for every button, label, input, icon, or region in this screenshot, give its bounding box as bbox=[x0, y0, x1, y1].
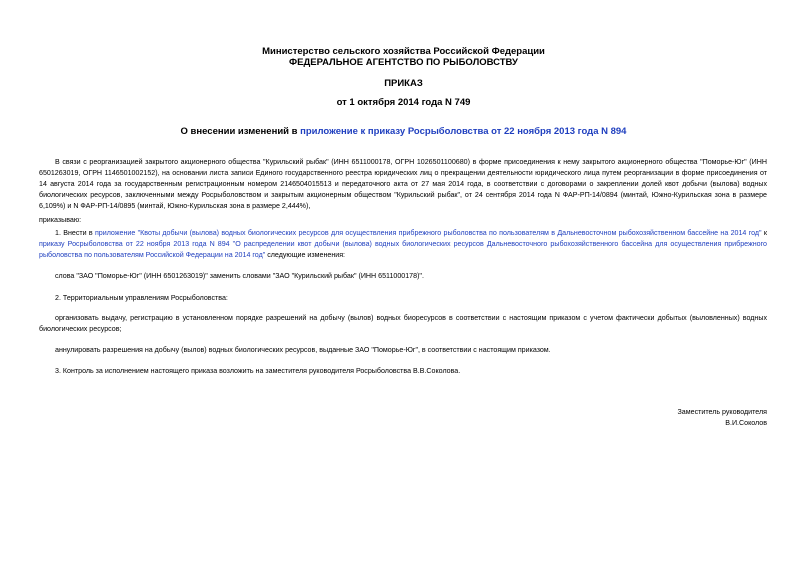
order-word: приказываю: bbox=[39, 216, 82, 224]
signature-name: В.И.Соколов bbox=[725, 419, 767, 427]
item-2-cancel: аннулировать разрешения на добычу (вылов) водных биологических ресурсов, выданные ЗАО "Поморье-Юг", в соответствии с настоящим приказом. bbox=[55, 346, 551, 354]
title-amended-order-link[interactable]: приложение к приказу Росрыболовства от 22 ноября 2013 года N 894 bbox=[300, 126, 627, 137]
order-894-link[interactable]: приказу Росрыболовства от 22 ноября 2013 года N 894 "О распределении квот добычи (вылова) водных биологических ресурсов Дальневосточного рыбохозяйственного бассейна для осуществления прибрежного рыболовства по пользователям Российской Федерации на 2014 год" bbox=[39, 240, 767, 259]
item-2-organize: организовать выдачу, регистрацию в установленном порядке разрешений на добычу (вылов) водных биоресурсов в соответствии с настоящим приказом с учетом фактически добытых (выловленных) водных биологических ресурсов; bbox=[39, 314, 767, 333]
item-2-paragraph: 2. Территориальным управлениям Росрыболовства: bbox=[55, 294, 228, 302]
document-date-number: от 1 октября 2014 года N 749 bbox=[336, 97, 471, 108]
agency-name: ФЕДЕРАЛЬНОЕ АГЕНТСТВО ПО РЫБОЛОВСТВУ bbox=[289, 57, 518, 68]
document-title bbox=[0, 126, 807, 138]
item-1-suffix: следующие изменения: bbox=[265, 251, 346, 259]
document-type: ПРИКАЗ bbox=[384, 78, 423, 89]
item-3-paragraph: 3. Контроль за исполнением настоящего приказа возложить на заместителя руководителя Росрыболовства В.В.Соколова. bbox=[55, 367, 461, 375]
item-1-mid: к bbox=[761, 229, 767, 237]
quota-appendix-link[interactable]: приложение "Квоты добычи (вылова) водных биологических ресурсов для осуществления прибрежного рыболовства по пользователям в Дальневосточном рыбохозяйственном бассейне на 2014 год" bbox=[94, 229, 762, 237]
item-1-prefix: 1. Внести в bbox=[55, 229, 95, 237]
document-title-prefix: О внесении изменений в bbox=[180, 126, 301, 137]
item-1-paragraph bbox=[39, 228, 767, 261]
preamble-paragraph: В связи с реорганизацией закрытого акционерного общества "Курильский рыбак" (ИНН 6511000178, ОГРН 1026501100680) в форме присоединения к нему закрытого акционерного общества "Поморье-Юг" (ИНН 6501263019, ОГРН 1146501002152), на основании листа записи Единого государственного реестра юридических лиц о прекращении деятельности юридического лица путем реорганизации в форме присоединения от 14 августа 2014 года за государственным регистрационным номером 2146504015513 и передаточного акта от 27 мая 2014 года, в соответствии с договорами о закреплении долей квот добычи (вылова) водных биологических ресурсов, заключенными между Росрыболовством и закрытым акционерным обществом "Курильский рыбак", от 24 сентября 2014 года N ФАР-РП-14/0894 (минтай, Южно-Курильская зона в размере 6,109%) и N ФАР-РП-14/0895 (минтай, Южно-Курильская зона в размере 2,444%), bbox=[39, 158, 767, 210]
ministry-name: Министерство сельского хозяйства Российской Федерации bbox=[262, 46, 545, 57]
item-1-change: слова "ЗАО "Поморье-Юг" (ИНН 6501263019)" заменить словами "ЗАО "Курильский рыбак" (ИНН 6511000178)". bbox=[55, 272, 424, 280]
signature-position: Заместитель руководителя bbox=[677, 408, 767, 416]
